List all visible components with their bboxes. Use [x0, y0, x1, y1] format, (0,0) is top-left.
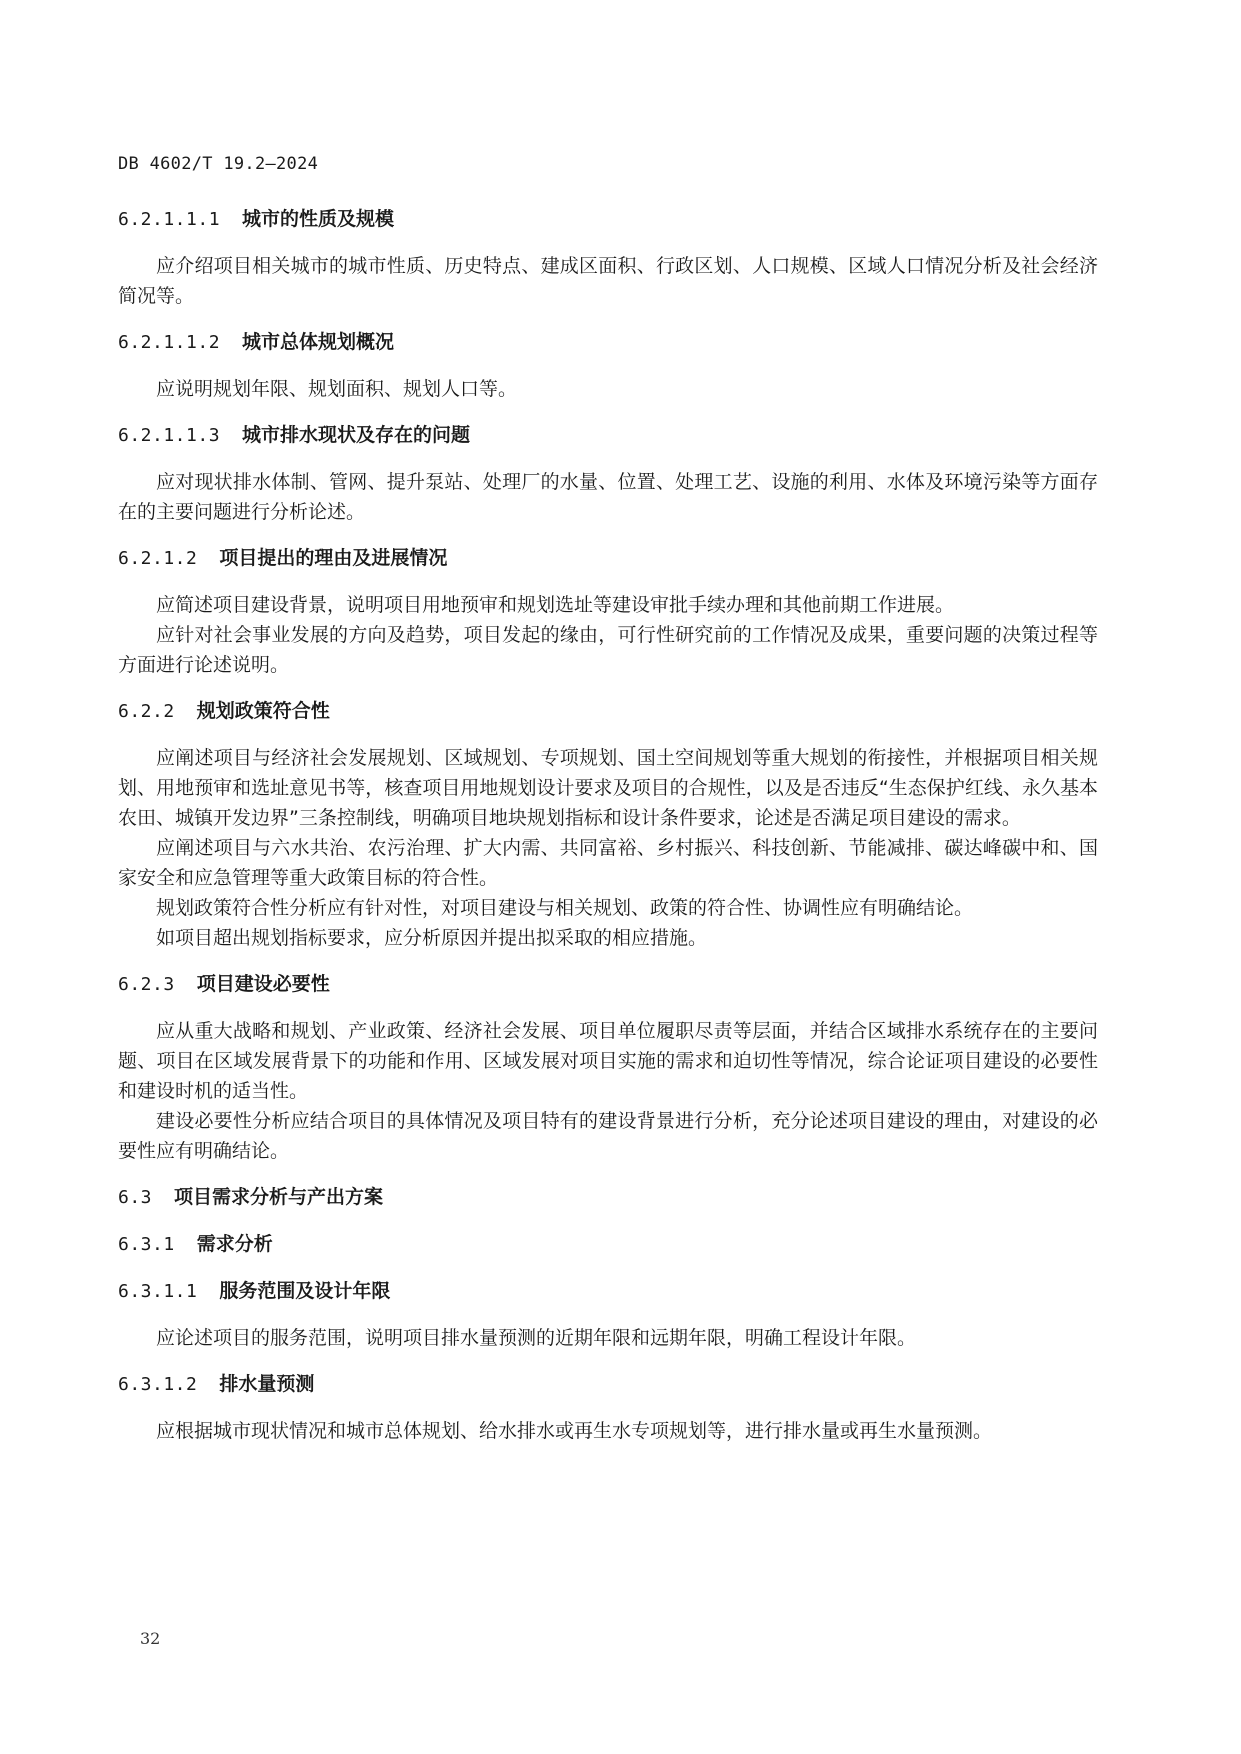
section-heading-6-3-1: [118, 1229, 1098, 1260]
section-heading-6-3: [118, 1182, 1098, 1213]
section-number: 6.2.2: [118, 701, 175, 722]
section-number: 6.2.1.1.3: [118, 425, 221, 446]
section-heading-6-2-1-2: [118, 543, 1098, 574]
document-code: DB 4602/T 19.2—2024: [118, 154, 319, 174]
paragraph: 如项目超出规划指标要求，应分析原因并提出拟采取的相应措施。: [156, 927, 708, 949]
section-title: 需求分析: [196, 1233, 273, 1255]
paragraph: 应阐述项目与六水共治、农污治理、扩大内需、共同富裕、乡村振兴、科技创新、节能减排、碳达峰碳中和、国家安全和应急管理等重大政策目标的符合性。: [118, 837, 1098, 889]
paragraph: 建设必要性分析应结合项目的具体情况及项目特有的建设背景进行分析，充分论述项目建设的理由，对建设的必要性应有明确结论。: [118, 1110, 1098, 1162]
section-title: 排水量预测: [219, 1373, 315, 1395]
section-title: 城市的性质及规模: [242, 208, 395, 230]
section-heading-6-2-1-1-1: [118, 204, 1098, 235]
section-number: 6.2.1.1.2: [118, 332, 221, 353]
section-number: 6.2.1.1.1: [118, 209, 221, 230]
section-title: 项目提出的理由及进展情况: [219, 547, 448, 569]
section-number: 6.3.1: [118, 1234, 175, 1255]
paragraph: 应根据城市现状情况和城市总体规划、给水排水或再生水专项规划等，进行排水量或再生水量预测。: [156, 1420, 993, 1442]
section-title: 服务范围及设计年限: [219, 1280, 391, 1302]
section-title: 项目建设必要性: [196, 973, 330, 995]
document-body: [118, 204, 1098, 1462]
section-number: 6.3.1.2: [118, 1374, 198, 1395]
section-heading-6-3-1-2: [118, 1369, 1098, 1400]
paragraph: 应论述项目的服务范围，说明项目排水量预测的近期年限和远期年限，明确工程设计年限。: [156, 1327, 917, 1349]
section-heading-6-2-1-1-3: [118, 420, 1098, 451]
paragraph: 应针对社会事业发展的方向及趋势，项目发起的缘由，可行性研究前的工作情况及成果，重要问题的决策过程等方面进行论述说明。: [118, 624, 1098, 676]
paragraph: 应说明规划年限、规划面积、规划人口等。: [156, 378, 518, 400]
section-number: 6.3: [118, 1187, 153, 1208]
section-title: 规划政策符合性: [196, 700, 330, 722]
section-title: 城市排水现状及存在的问题: [242, 424, 471, 446]
section-heading-6-2-3: [118, 969, 1098, 1000]
section-heading-6-3-1-1: [118, 1276, 1098, 1307]
section-title: 城市总体规划概况: [242, 331, 395, 353]
paragraph: 应从重大战略和规划、产业政策、经济社会发展、项目单位履职尽责等层面，并结合区域排水系统存在的主要问题、项目在区域发展背景下的功能和作用、区域发展对项目实施的需求和迫切性等情况，综合论证项目建设的必要性和建设时机的适当性。: [118, 1020, 1098, 1102]
section-title: 项目需求分析与产出方案: [174, 1186, 384, 1208]
paragraph: 应简述项目建设背景，说明项目用地预审和规划选址等建设审批手续办理和其他前期工作进展。: [156, 594, 955, 616]
section-heading-6-2-1-1-2: [118, 327, 1098, 358]
paragraph: 应介绍项目相关城市的城市性质、历史特点、建成区面积、行政区划、人口规模、区域人口情况分析及社会经济简况等。: [118, 255, 1098, 307]
paragraph: 应对现状排水体制、管网、提升泵站、处理厂的水量、位置、处理工艺、设施的利用、水体及环境污染等方面存在的主要问题进行分析论述。: [118, 471, 1098, 523]
section-number: 6.2.1.2: [118, 548, 198, 569]
page-number: 32: [140, 1629, 161, 1648]
section-heading-6-2-2: [118, 696, 1098, 727]
section-number: 6.2.3: [118, 974, 175, 995]
paragraph: 应阐述项目与经济社会发展规划、区域规划、专项规划、国土空间规划等重大规划的衔接性，并根据项目相关规划、用地预审和选址意见书等，核查项目用地规划设计要求及项目的合规性，以及是否违反“生态保护红线、永久基本农田、城镇开发边界”三条控制线，明确项目地块规划指标和设计条件要求，论述是否满足项目建设的需求。: [118, 747, 1098, 829]
section-number: 6.3.1.1: [118, 1281, 198, 1302]
paragraph: 规划政策符合性分析应有针对性，对项目建设与相关规划、政策的符合性、协调性应有明确结论。: [156, 897, 974, 919]
